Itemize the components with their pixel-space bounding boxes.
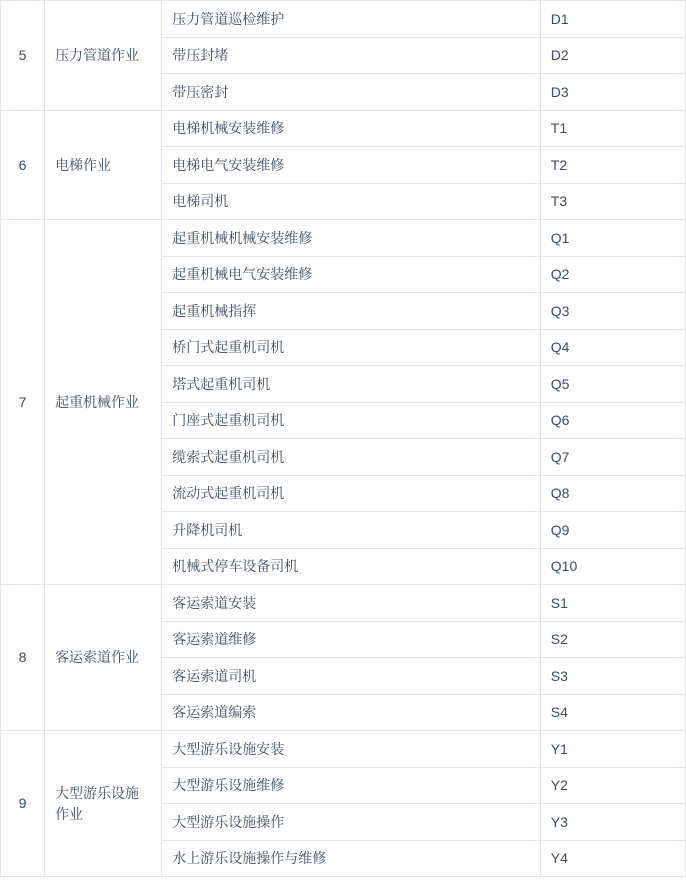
item-code: D1 <box>540 1 685 38</box>
item-name: 带压封堵 <box>162 37 541 74</box>
item-code: Y3 <box>540 804 685 841</box>
item-code: S2 <box>540 621 685 658</box>
item-name: 压力管道巡检维护 <box>162 1 541 38</box>
item-code: Y1 <box>540 731 685 768</box>
item-name: 客运索道编索 <box>162 694 541 731</box>
group-category: 压力管道作业 <box>45 1 162 111</box>
item-code: S1 <box>540 585 685 622</box>
item-name: 塔式起重机司机 <box>162 366 541 403</box>
group-number: 7 <box>1 220 45 585</box>
item-name: 大型游乐设施维修 <box>162 767 541 804</box>
item-code: Q10 <box>540 548 685 585</box>
group-number: 8 <box>1 585 45 731</box>
item-code: Y2 <box>540 767 685 804</box>
item-code: S3 <box>540 658 685 695</box>
table-row <box>1 1 686 38</box>
item-code: Q1 <box>540 220 685 257</box>
table-row <box>1 731 686 768</box>
item-code: Y4 <box>540 840 685 877</box>
group-category: 客运索道作业 <box>45 585 162 731</box>
item-name: 门座式起重机司机 <box>162 402 541 439</box>
group-number: 5 <box>1 1 45 111</box>
item-name: 大型游乐设施操作 <box>162 804 541 841</box>
item-name: 客运索道司机 <box>162 658 541 695</box>
item-name: 缆索式起重机司机 <box>162 439 541 476</box>
group-category: 电梯作业 <box>45 110 162 220</box>
item-name: 大型游乐设施安装 <box>162 731 541 768</box>
table-body <box>1 1 686 877</box>
item-name: 桥门式起重机司机 <box>162 329 541 366</box>
item-name: 流动式起重机司机 <box>162 475 541 512</box>
item-code: T3 <box>540 183 685 220</box>
item-name: 起重机械机械安装维修 <box>162 220 541 257</box>
item-code: T2 <box>540 147 685 184</box>
item-code: Q2 <box>540 256 685 293</box>
table-row <box>1 110 686 147</box>
group-number: 6 <box>1 110 45 220</box>
item-name: 起重机械指挥 <box>162 293 541 330</box>
item-name: 客运索道安装 <box>162 585 541 622</box>
item-name: 带压密封 <box>162 74 541 111</box>
item-code: T1 <box>540 110 685 147</box>
item-name: 起重机械电气安装维修 <box>162 256 541 293</box>
item-name: 升降机司机 <box>162 512 541 549</box>
item-code: D2 <box>540 37 685 74</box>
item-name: 客运索道维修 <box>162 621 541 658</box>
item-name: 电梯电气安装维修 <box>162 147 541 184</box>
item-code: Q5 <box>540 366 685 403</box>
table-row <box>1 585 686 622</box>
item-code: S4 <box>540 694 685 731</box>
item-code: D3 <box>540 74 685 111</box>
group-number: 9 <box>1 731 45 877</box>
group-category: 起重机械作业 <box>45 220 162 585</box>
item-code: Q8 <box>540 475 685 512</box>
item-code: Q7 <box>540 439 685 476</box>
table-row <box>1 220 686 257</box>
item-code: Q6 <box>540 402 685 439</box>
item-name: 水上游乐设施操作与维修 <box>162 840 541 877</box>
item-name: 电梯机械安装维修 <box>162 110 541 147</box>
item-code: Q4 <box>540 329 685 366</box>
item-name: 电梯司机 <box>162 183 541 220</box>
item-code: Q3 <box>540 293 685 330</box>
item-code: Q9 <box>540 512 685 549</box>
item-name: 机械式停车设备司机 <box>162 548 541 585</box>
group-category: 大型游乐设施作业 <box>45 731 162 877</box>
